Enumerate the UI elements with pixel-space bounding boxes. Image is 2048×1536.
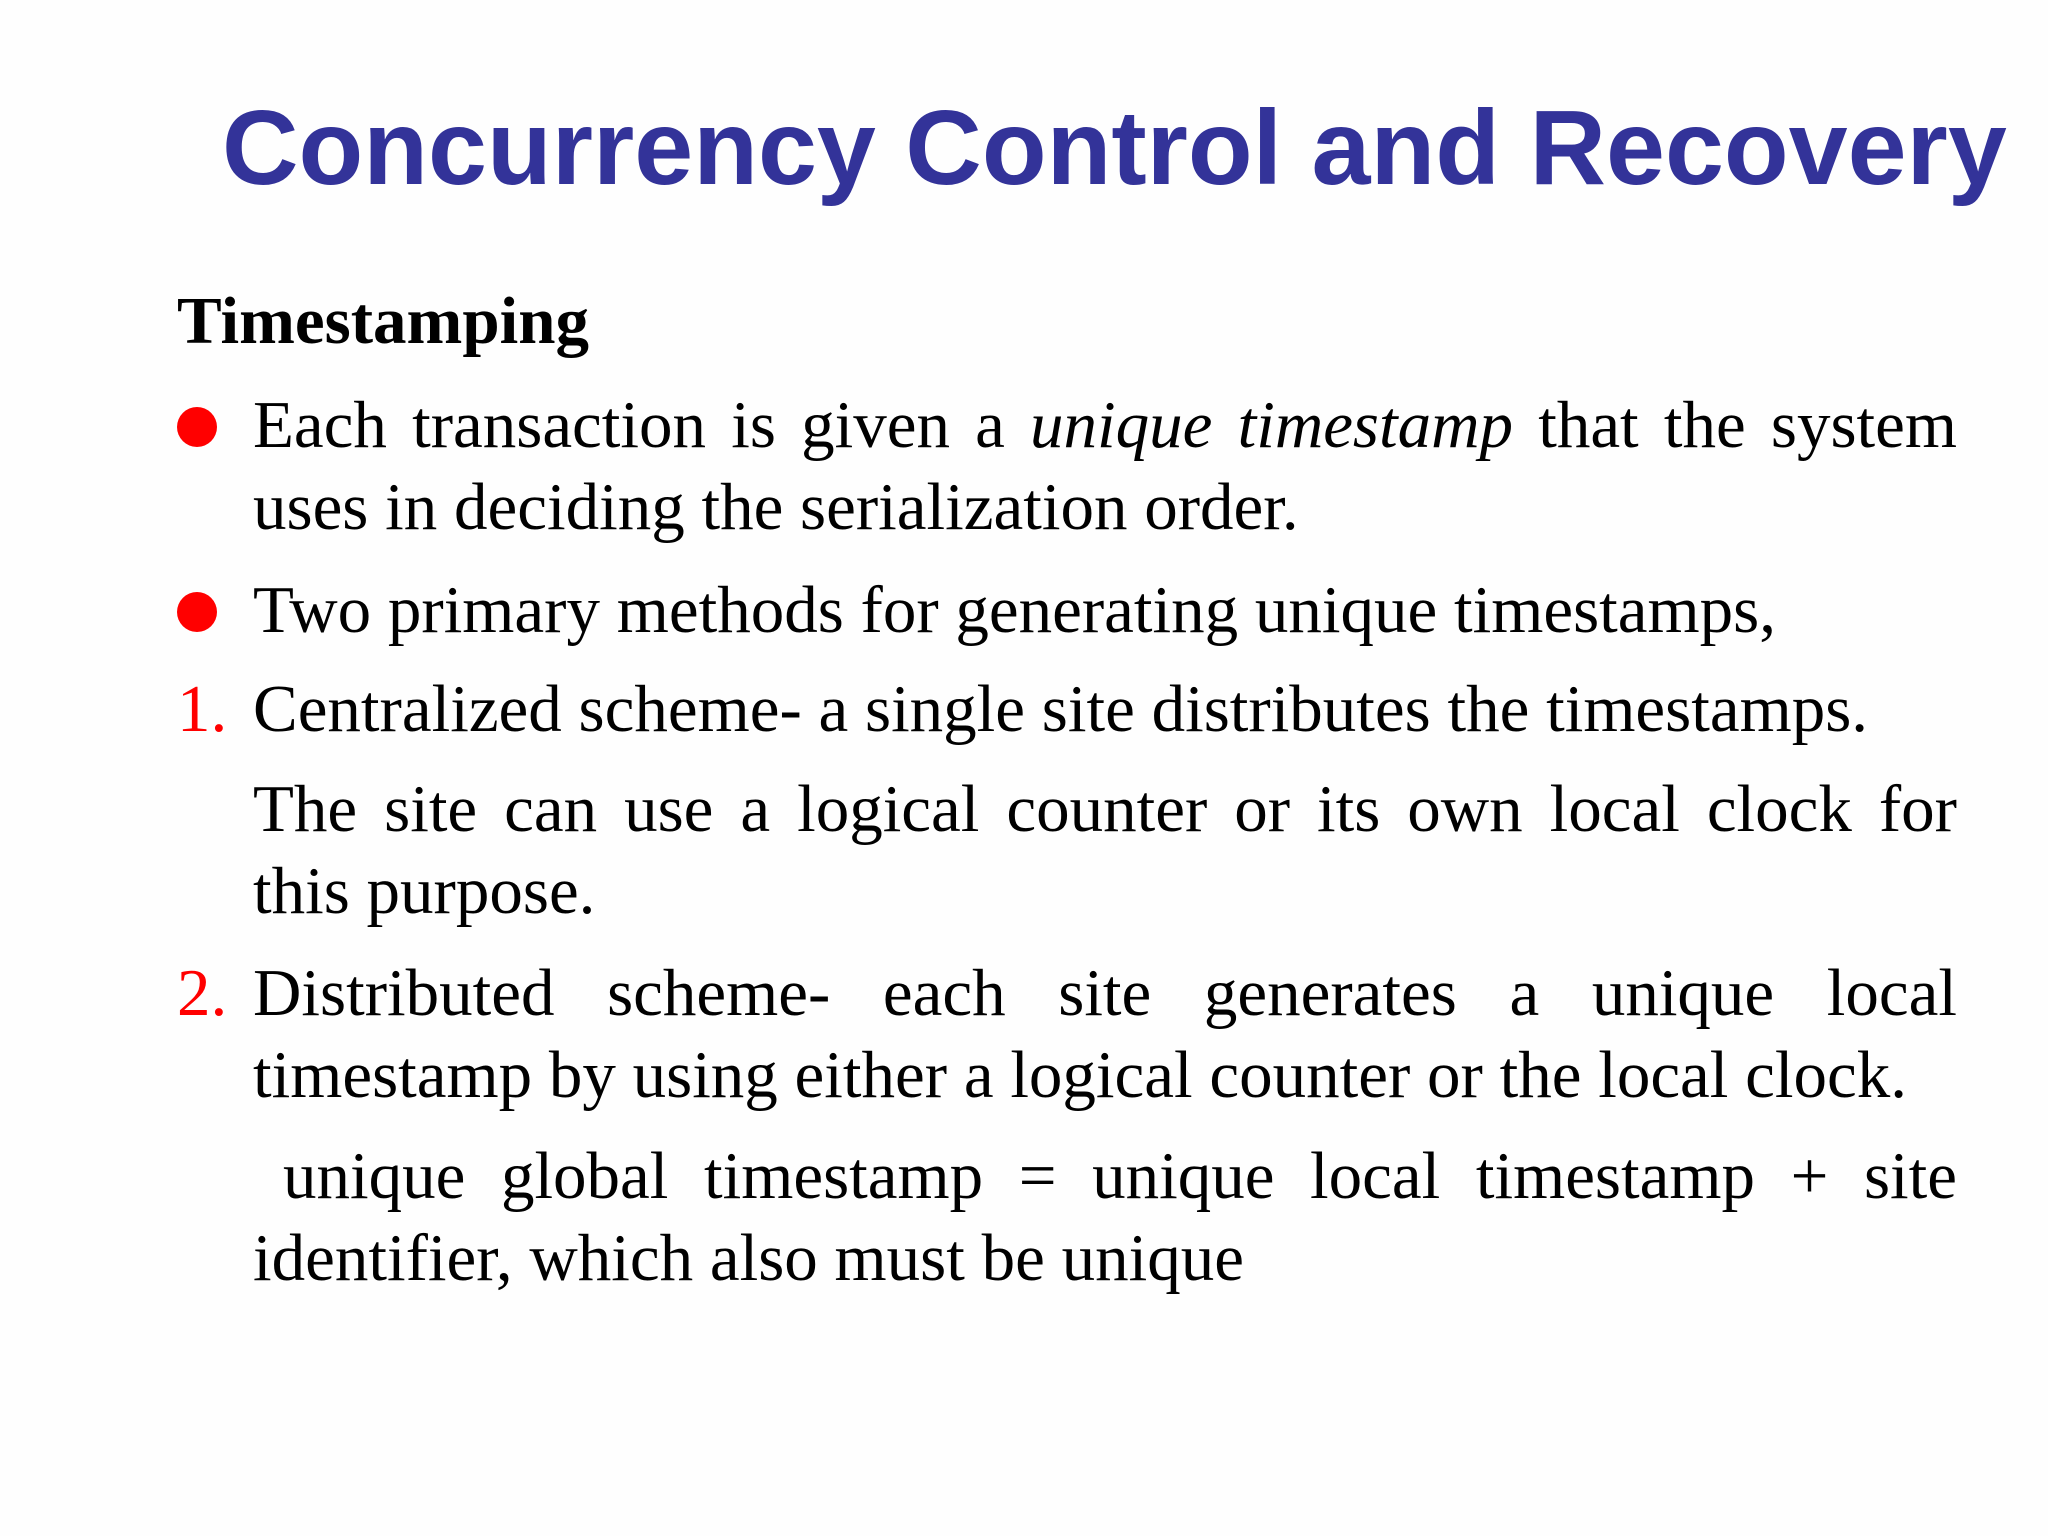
text-run: that the system [1513, 388, 1958, 462]
note-text [253, 1135, 1957, 1299]
note-line [253, 1135, 1957, 1217]
note-line: The site can use a logical counter or its own local clock for [253, 772, 1957, 846]
item-text [253, 952, 1957, 1116]
red-dot-icon [177, 592, 217, 632]
section-heading: Timestamping [177, 284, 589, 358]
bullet-marker [177, 569, 251, 632]
bullet-marker [177, 384, 251, 447]
bullet-line: uses in deciding the serialization order. [253, 470, 1299, 544]
note-line: this purpose. [253, 854, 596, 928]
slide-title: Concurrency Control and Recovery [222, 89, 2007, 207]
text-run: Each transaction is given a [253, 388, 1031, 462]
red-dot-icon [177, 407, 217, 447]
note-line: identifier, which also must be unique [253, 1221, 1244, 1295]
item-line: Distributed scheme- each site generates a unique local [253, 956, 1957, 1030]
item-number: 1. [177, 672, 228, 746]
bullet-text: Two primary methods for generating unique timestamps, [253, 573, 1776, 647]
item-line: timestamp by using either a logical counter or the local clock. [253, 1038, 1907, 1112]
item-number: 2. [177, 956, 228, 1030]
text-run: unique global timestamp = unique local timestamp + site [283, 1139, 1957, 1213]
bullet-text [253, 384, 1957, 548]
bullet-line [253, 384, 1957, 466]
emphasis-text: unique timestamp [1030, 388, 1514, 462]
note-text [253, 768, 1957, 932]
item-text: Centralized scheme- a single site distributes the timestamps. [253, 672, 1869, 746]
